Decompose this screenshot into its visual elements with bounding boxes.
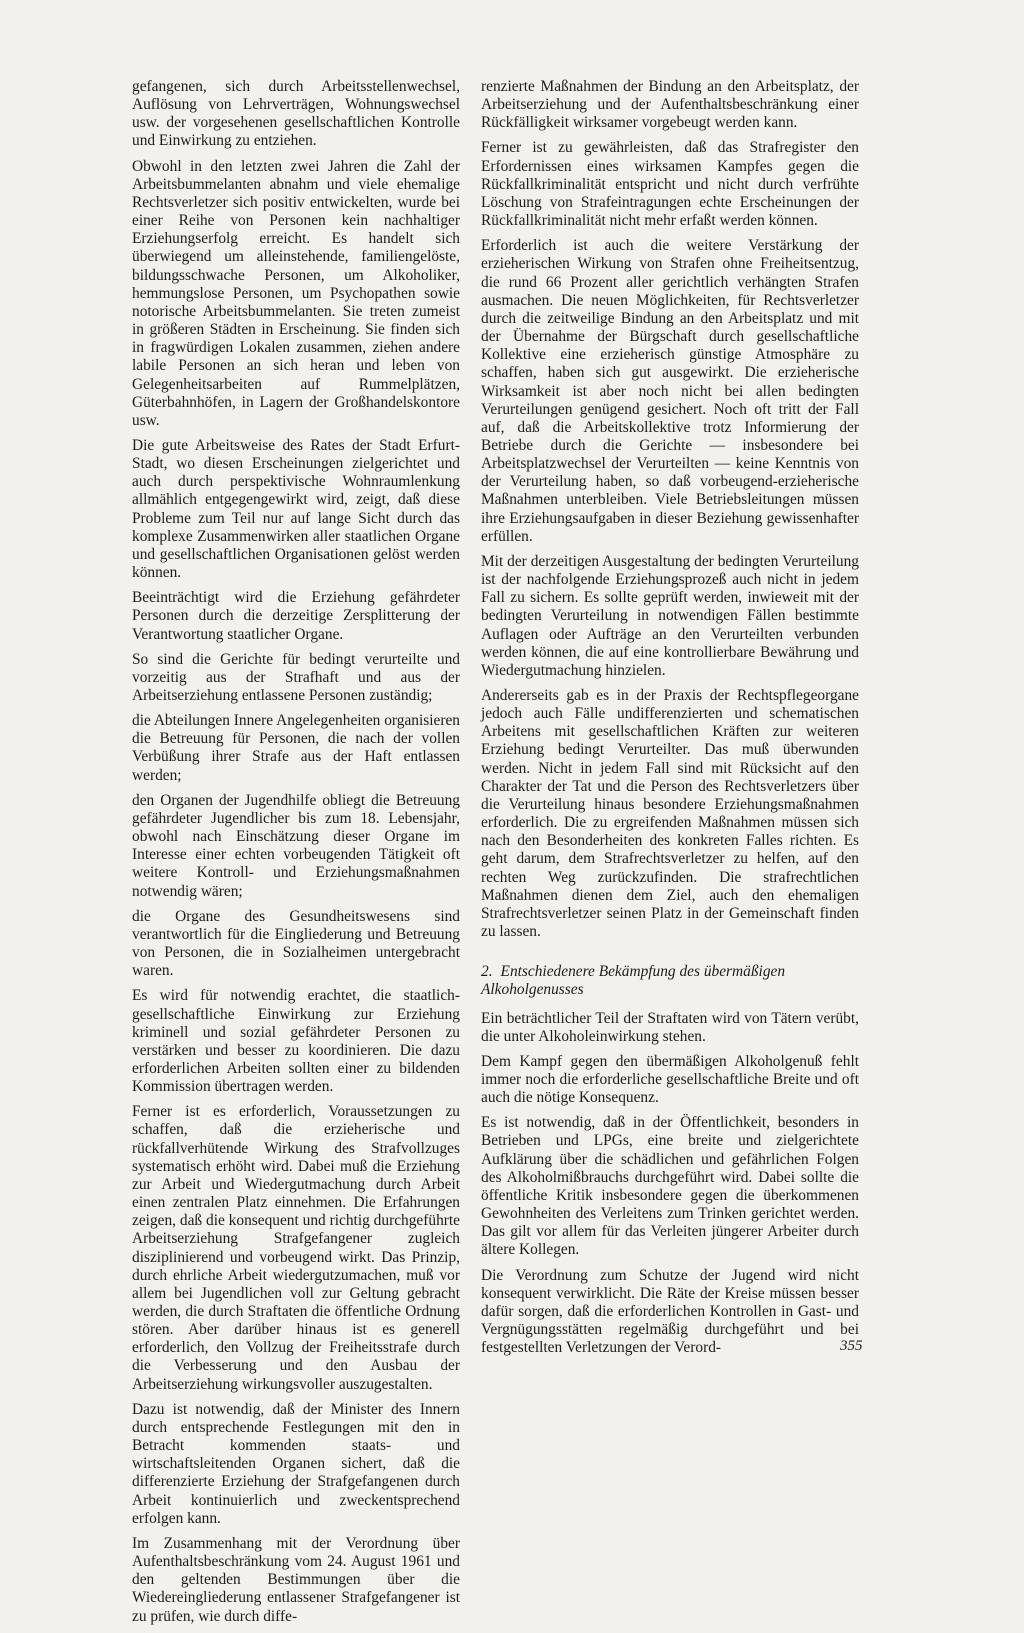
paragraph: Die gute Arbeitsweise des Rates der Stadt Erfurt-Stadt, wo diesen Erscheinungen zielgerichtet und auch durch perspektivische Wohnraumlenkung allmählich entgegengewirkt wird, zeigt, daß diese Probleme zum Teil nur auf lange Sicht durch das komplexe Zusammenwirken aller staatlichen Organe und gesellschaftlichen Organisationen gelöst werden können.	[132, 436, 460, 582]
paragraph: Ferner ist es erforderlich, Voraussetzungen zu schaffen, daß die erzieherische und rückfallverhütende Wirkung des Strafvollzuges systematisch erhöht wird. Dabei muß die Erziehung zur Arbeit und Wiedergutmachung durch Arbeit einen zentralen Platz einnehmen. Die Erfahrungen zeigen, daß die konsequent und richtig durchgeführte Arbeitserziehung Strafgefangener zugleich disziplinierend und vorbeugend wirkt. Das Prinzip, durch ehrliche Arbeit wiedergutzumachen, muß vor allem bei Jugendlichen voll zur Geltung gebracht werden, die durch Straftaten die öffentliche Ordnung stören. Aber darüber hinaus ist es generell erforderlich, den Vollzug der Freiheitsstrafe durch die Verbesserung und den Ausbau der Arbeitserziehung wirkungsvoller auszugestalten.	[132, 1103, 460, 1393]
paragraph: Es wird für notwendig erachtet, die staatlich-gesellschaftliche Einwirkung zur Erziehung kriminell und sozial gefährdeter Personen zu verstärken und besser zu koordinieren. Die dazu erforderlichen Arbeiten sollten einer zu bildenden Kommission übertragen werden.	[132, 987, 460, 1096]
paragraph: Erforderlich ist auch die weitere Verstärkung der erzieherischen Wirkung von Strafen ohne Freiheitsentzug, die rund 66 Prozent aller gerichtlich verhängten Strafen ausmachen. Die neuen Möglichkeiten, für Rechtsverletzer durch die zeitweilige Bindung an den Arbeitsplatz und mit der Übernahme der Bürgschaft durch gesellschaftliche Kollektive eine erzieherisch günstige Atmosphäre zu schaffen, haben sich gut ausgewirkt. Die erzieherische Wirksamkeit ist aber noch nicht bei allen bedingten Verurteilungen genügend gesichert. Noch oft tritt der Fall auf, daß die Arbeitskollektive trotz Informierung der Betriebe durch die Gerichte — insbesondere bei Arbeitsplatzwechsel der Verurteilten — keine Kenntnis von der Verurteilung haben, so daß vorbeugend-erzieherische Maßnahmen unterbleiben. Viele Betriebsleitungen müssen ihre Erziehungsaufgaben in dieser Beziehung gewissenhafter erfüllen.	[481, 237, 859, 545]
paragraph: Andererseits gab es in der Praxis der Rechtspflegeorgane jedoch auch Fälle undifferenzierten und schematischen Arbeitens mit gesellschaftlichen Kräften zur weiteren Erziehung bedingt Verurteilter. Das muß überwunden werden. Nicht in jedem Fall sind mit Rücksicht auf den Charakter der Tat und die Person des Rechtsverletzers über die Verurteilung hinaus besondere Erziehungsmaßnahmen erforderlich. Die zu ergreifenden Maßnahmen müssen sich nach den Besonderheiten des konkreten Falles richten. Es geht darum, dem Strafrechtsverletzer zu helfen, auf den rechten Weg zurückzufinden. Die strafrechtlichen Maßnahmen dienen dem Ziel, auch den ehemaligen Strafrechtsverletzer seinen Platz in der Gemeinschaft finden zu lassen.	[481, 687, 859, 941]
section-number: 2.	[481, 963, 493, 981]
paragraph: Es ist notwendig, daß in der Öffentlichkeit, besonders in Betrieben und LPGs, eine breite und zielgerichtete Aufklärung über die schädlichen und gefährlichen Folgen des Alkoholmißbrauchs durchgeführt wird. Dabei sollte die öffentliche Kritik insbesondere gegen die überkommenen Gewohnheiten des Verleitens zum Trinken gerichtet werden. Das gilt vor allem für das Verleiten jüngerer Arbeiter durch ältere Kollegen.	[481, 1114, 859, 1259]
paragraph: So sind die Gerichte für bedingt verurteilte und vorzeitig aus der Strafhaft und aus der Arbeitserziehung entlassene Personen zuständig;	[132, 650, 460, 704]
paragraph: Im Zusammenhang mit der Verordnung über Aufenthaltsbeschränkung vom 24. August 1961 und den geltenden Bestimmungen über die Wiedereingliederung entlassener Strafgefangener ist zu prüfen, wie durch diffe-	[132, 1534, 460, 1625]
paragraph: Dem Kampf gegen den übermäßigen Alkoholgenuß fehlt immer noch die erforderliche gesellschaftliche Breite und oft auch die nötige Konsequenz.	[481, 1052, 859, 1107]
paragraph: den Organen der Jugendhilfe obliegt die Betreuung gefährdeter Jugendlicher bis zum 18. Lebensjahr, obwohl nach Einschätzung dieser Organe im Interesse einer echten vorbeugenden Tätigkeit oft weitere Kontroll- und Erziehungsmaßnahmen notwendig wären;	[132, 791, 460, 900]
paragraph: Ferner ist zu gewährleisten, daß das Strafregister den Erfordernissen eines wirksamen Kampfes gegen die Rückfallkriminalität entspricht und nicht durch verfrühte Löschung von Strafeintragungen echte Erscheinungen der Rückfallkriminalität nicht mehr erfaßt werden können.	[481, 139, 859, 230]
right-column	[481, 78, 887, 1364]
paragraph: Dazu ist notwendig, daß der Minister des Innern durch entsprechende Festlegungen mit den in Betracht kommenden staats- und wirtschaftsleitenden Organen sichert, daß die differenzierte Erziehung der Strafgefangenen durch Arbeit kontinuierlich und zweckentsprechend erfolgen kann.	[132, 1400, 460, 1527]
section-heading	[481, 963, 853, 999]
paragraph: Die Verordnung zum Schutze der Jugend wird nicht konsequent verwirklicht. Die Räte der Kreise müssen besser dafür sorgen, daß die erforderlichen Kontrollen in Gast- und Vergnügungsstätten regelmäßig durchgeführt und bei festgestellten Verletzungen der Verord-	[481, 1266, 859, 1357]
paragraph: Beeinträchtigt wird die Erziehung gefährdeter Personen durch die derzeitige Zersplitterung der Verantwortung staatlicher Organe.	[132, 589, 460, 643]
paragraph: die Abteilungen Innere Angelegenheiten organisieren die Betreuung für Personen, die nach der vollen Verbüßung ihrer Strafe aus der Haft entlassen werden;	[132, 712, 460, 784]
section-title: Entschiedenere Bekämpfung des übermäßigen Alkoholgenusses	[481, 963, 786, 999]
paragraph: Obwohl in den letzten zwei Jahren die Zahl der Arbeitsbummelanten abnahm und viele ehemalige Rechtsverletzer sich positiv entwickelten, wurde bei einer Reihe von Personen kein nachhaltiger Erziehungserfolg erreicht. Es handelt sich überwiegend um alleinstehende, familiengelöste, bildungsschwache Personen, um Alkoholiker, hemmungslose Personen, um Psychopathen sowie notorische Arbeitsbummelanten. Sie treten zumeist in größeren Städten in Erscheinung. Sie finden sich in fragwürdigen Lokalen zusammen, ziehen andere labile Personen an sich heran und leben von Gelegenheitsarbeiten auf Rummelplätzen, Güterbahnhöfen, in Lagern der Großhandelskontore usw.	[132, 157, 460, 429]
paragraph: gefangenen, sich durch Arbeitsstellenwechsel, Auflösung von Lehrverträgen, Wohnungswechsel usw. der vorgesehenen gesellschaftlichen Kontrolle und Einwirkung zu entziehen.	[132, 78, 460, 150]
paragraph: Mit der derzeitigen Ausgestaltung der bedingten Verurteilung ist der nachfolgende Erziehungsprozeß auch nicht in jedem Fall zu sichern. Es sollte geprüft werden, inwieweit mit der bedingten Verurteilung in notwendigen Fällen bestimmte Auflagen oder Aufträge an den Verurteilten verbunden werden können, die auf eine kontrollierbare Bewährung und Wiedergutmachung hinzielen.	[481, 552, 859, 679]
page-number: 355	[840, 1338, 863, 1354]
paragraph: Ein beträchtlicher Teil der Straftaten wird von Tätern verübt, die unter Alkoholeinwirkung stehen.	[481, 1009, 859, 1045]
paragraph: die Organe des Gesundheitswesens sind verantwortlich für die Eingliederung und Betreuung von Personen, die in Sozialheimen untergebracht waren.	[132, 907, 460, 980]
left-column	[132, 78, 460, 1633]
paragraph: renzierte Maßnahmen der Bindung an den Arbeitsplatz, der Arbeitserziehung und der Aufenthaltsbeschränkung einer Rückfälligkeit wirksamer vorgebeugt werden kann.	[481, 78, 859, 132]
